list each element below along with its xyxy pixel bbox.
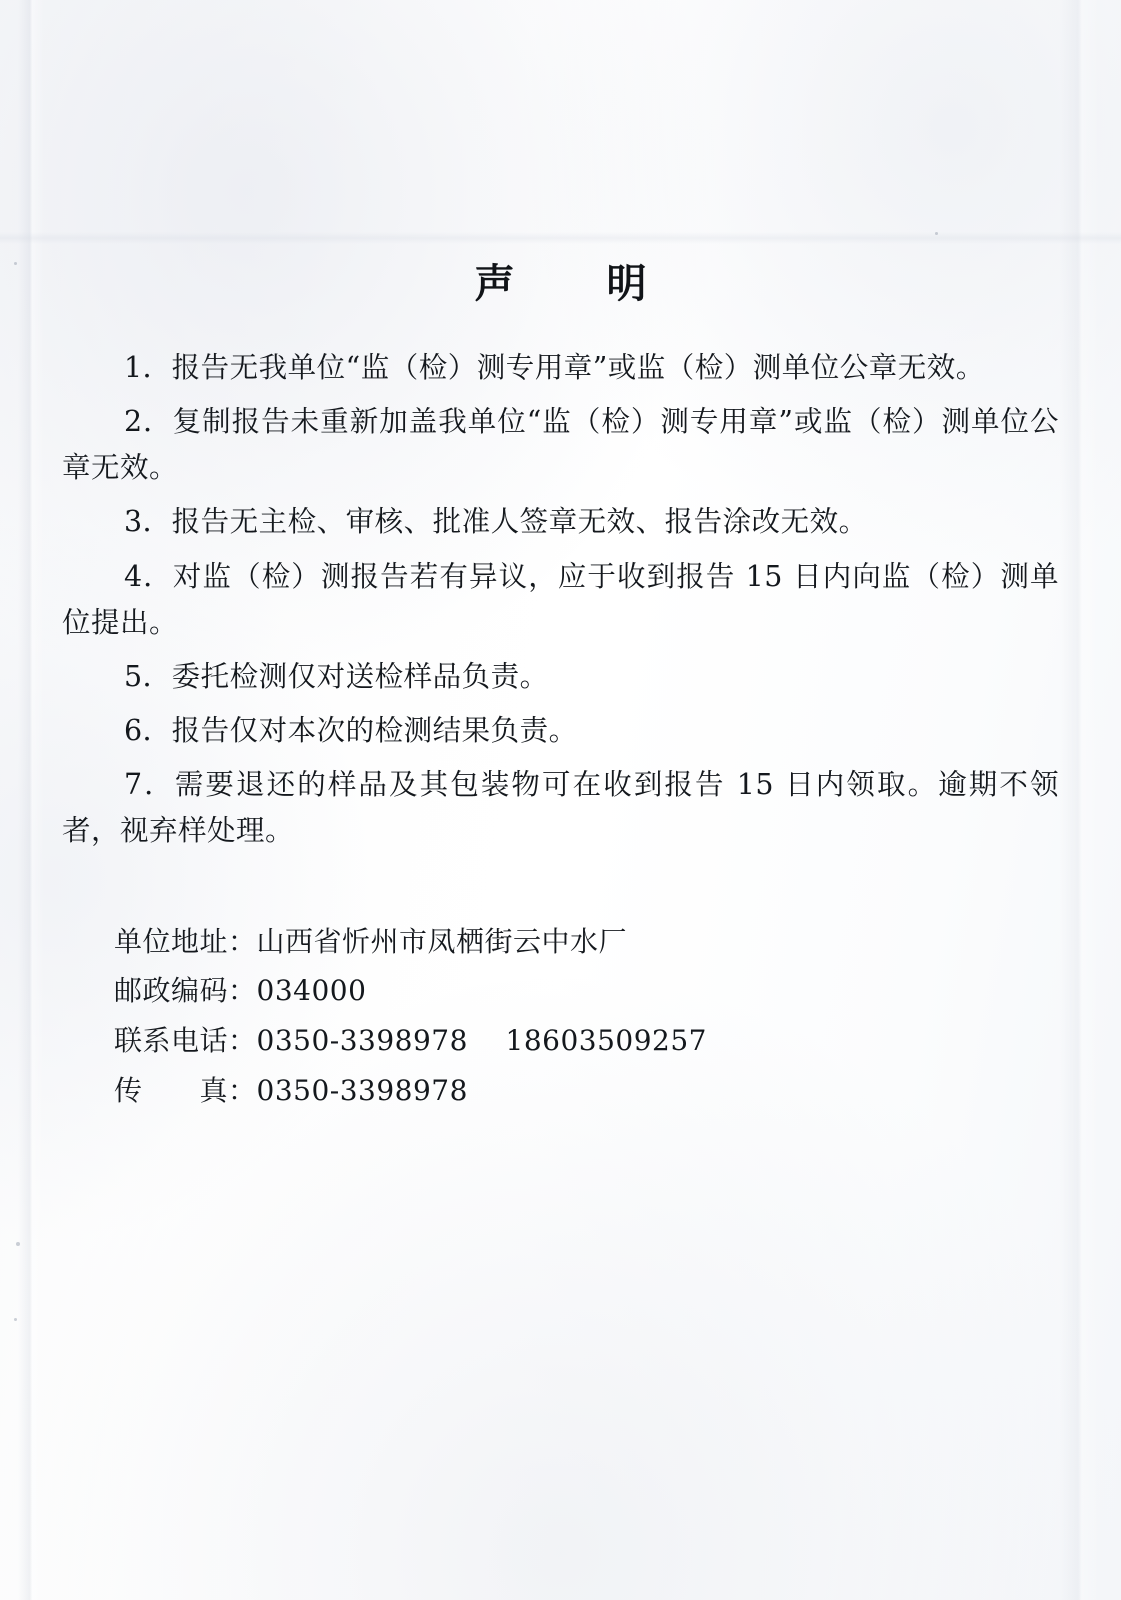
- contact-postcode: 邮政编码：034000: [114, 974, 367, 1008]
- statement-clause: 6．报告仅对本次的检测结果负责。: [124, 714, 578, 748]
- contact-fax: 传 真：0350-3398978: [114, 1074, 468, 1108]
- contact-address: 单位地址：山西省忻州市凤栖街云中水厂: [114, 924, 628, 958]
- statement-clause: 4．对监（检）测报告若有异议，应于收到报告 15 日内向监（检）测单位提出。: [62, 559, 1059, 639]
- page-title: 声 明: [474, 261, 673, 307]
- paper-speck: [16, 1242, 20, 1246]
- statement-clause: 7．需要退还的样品及其包装物可在收到报告 15 日内领取。逾期不领者，视弃样处理。: [62, 768, 1059, 848]
- statement-clause: 1．报告无我单位“监（检）测专用章”或监（检）测单位公章无效。: [124, 351, 985, 384]
- statement-clause: 2．复制报告未重新加盖我单位“监（检）测专用章”或监（检）测单位公章无效。: [62, 405, 1059, 485]
- contact-info-block: [62, 917, 1059, 1116]
- contact-telephone: 联系电话：0350-3398978 18603509257: [114, 1024, 707, 1058]
- paper-speck: [14, 1318, 17, 1321]
- statement-clause: 5．委托检测仅对送检样品负责。: [124, 659, 549, 693]
- statement-clause-list: [62, 345, 1059, 855]
- statement-clause: 3．报告无主检、审核、批准人签章无效、报告涂改无效。: [124, 505, 868, 539]
